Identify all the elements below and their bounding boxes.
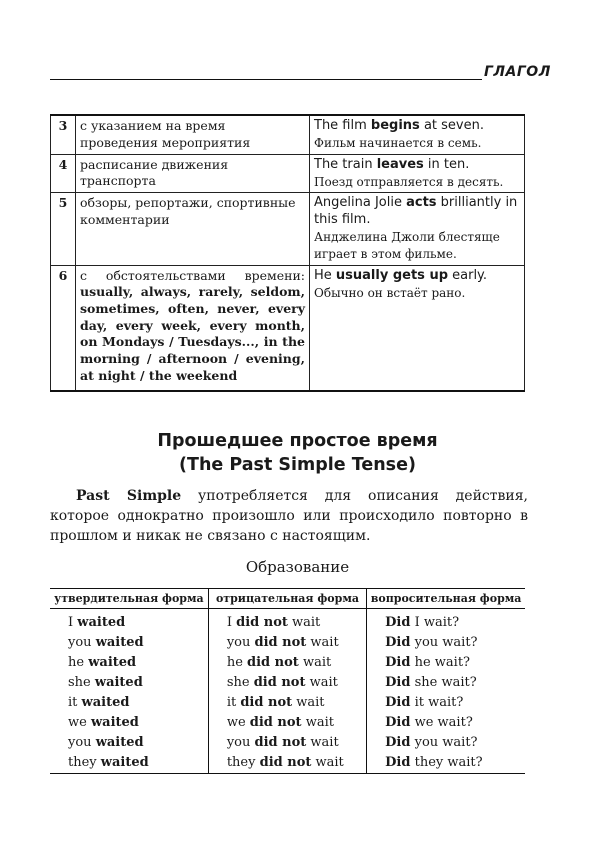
- usage-table: [50, 114, 525, 392]
- usage-example: [310, 154, 525, 193]
- forms-row: [50, 733, 525, 753]
- usage-row: [51, 115, 525, 154]
- affirmative-form: it waited: [68, 695, 130, 710]
- affirmative-form: he waited: [68, 655, 137, 670]
- affirmative-form: you waited: [68, 635, 144, 650]
- negative-form: she did not wait: [208, 673, 366, 693]
- negative-form: he did not wait: [208, 653, 366, 673]
- forms-row: [50, 653, 525, 673]
- forms-row: [50, 753, 525, 774]
- row-number: 4: [51, 154, 76, 193]
- usage-row: [51, 154, 525, 193]
- header-negative: отрицательная форма: [208, 589, 366, 609]
- usage-description: обзоры, репортажи, спортивные комментарии: [76, 193, 310, 265]
- negative-form: it did not wait: [208, 693, 366, 713]
- affirmative-form: they waited: [50, 753, 208, 774]
- russian-translation: Обычно он встаёт рано.: [314, 285, 466, 300]
- header-rule: [50, 79, 482, 80]
- usage-row: [51, 265, 525, 391]
- chapter-title: ГЛАГОЛ: [484, 64, 551, 80]
- russian-translation: Поезд отправляется в десять.: [314, 174, 504, 189]
- row-number: 5: [51, 193, 76, 265]
- question-form: Did she wait?: [367, 673, 525, 693]
- english-example: The film begins at seven.: [314, 118, 484, 133]
- affirmative-form: I waited: [68, 615, 126, 630]
- usage-example: [310, 193, 525, 265]
- question-form: Did you wait?: [367, 733, 525, 753]
- negative-form: I did not wait: [208, 609, 366, 634]
- forms-row: [50, 633, 525, 653]
- affirmative-form: she waited: [68, 675, 143, 690]
- section-title: Прошедшее простое время (The Past Simple Tense): [157, 431, 438, 475]
- usage-description: с обстоятельствами времени: usually, always, rarely, seldom, sometimes, often, never, every day, every week, every month, on Mondays / Tuesdays..., in the morning / afternoon / evening, at night / the weekend: [76, 265, 310, 391]
- negative-form: we did not wait: [208, 713, 366, 733]
- forms-table: [50, 588, 525, 774]
- affirmative-form: you waited: [68, 735, 144, 750]
- usage-example: [310, 115, 525, 154]
- usage-description: расписание движения транспорта: [76, 154, 310, 193]
- english-example: Angelina Jolie acts brilliantly in this film.: [314, 195, 518, 228]
- question-form: Did they wait?: [367, 753, 525, 774]
- row-number: 3: [51, 115, 76, 154]
- forms-row: [50, 673, 525, 693]
- russian-translation: Фильм начинается в семь.: [314, 135, 482, 150]
- forms-row: [50, 693, 525, 713]
- row-number: 6: [51, 265, 76, 391]
- negative-form: they did not wait: [208, 753, 366, 774]
- question-form: Did he wait?: [367, 653, 525, 673]
- subheading: Образование: [245, 558, 350, 576]
- negative-form: you did not wait: [208, 633, 366, 653]
- header-question: вопросительная форма: [367, 589, 525, 609]
- forms-header-row: [50, 589, 525, 609]
- negative-form: you did not wait: [208, 733, 366, 753]
- english-example: He usually gets up early.: [314, 267, 488, 283]
- forms-row: [50, 609, 525, 634]
- header-affirmative: утвердительная форма: [50, 589, 208, 609]
- russian-translation: Анджелина Джоли блестяще играет в этом фильме.: [314, 230, 500, 261]
- time-expressions: usually, always, rarely, seldom, sometimes, often, never, every day, every week, every month, on Mondays / Tuesdays..., in the morning / afternoon / evening, at night / the weekend: [80, 284, 305, 383]
- question-form: Did I wait?: [367, 609, 525, 634]
- question-form: Did we wait?: [367, 713, 525, 733]
- usage-row: [51, 193, 525, 265]
- affirmative-form: we waited: [68, 715, 139, 730]
- usage-description: с указанием на время проведения мероприятия: [76, 115, 310, 154]
- question-form: Did it wait?: [367, 693, 525, 713]
- english-example: The train leaves in ten.: [314, 156, 470, 172]
- forms-row: [50, 713, 525, 733]
- question-form: Did you wait?: [367, 633, 525, 653]
- intro-paragraph: Past Simple употребляется для описания действия, которое однократно произошло или происходило повторно в прошлом и никак не связано с настоящим.: [50, 488, 529, 545]
- usage-example: [310, 265, 525, 391]
